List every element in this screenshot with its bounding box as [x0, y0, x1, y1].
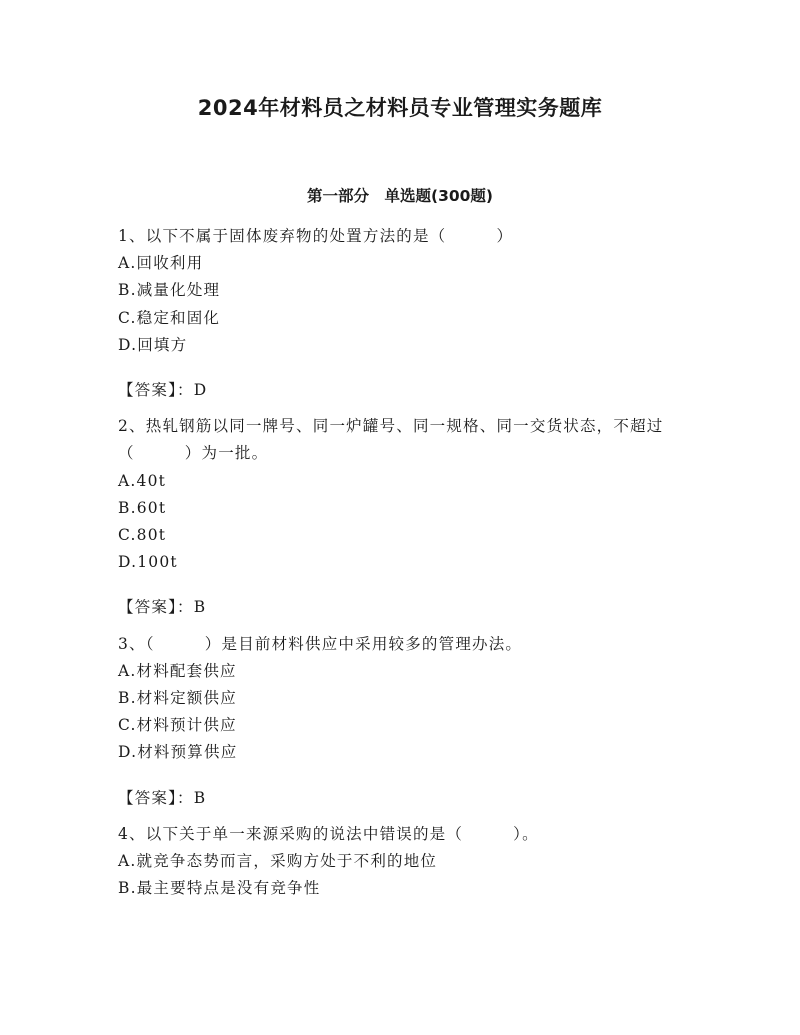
- document-title: 2024年材料员之材料员专业管理实务题库: [197, 96, 603, 120]
- question-3: [118, 631, 688, 821]
- answer: 【答案】：D: [118, 381, 208, 400]
- answer: 【答案】：B: [118, 788, 207, 807]
- option-a: A.40t: [118, 471, 167, 490]
- option-d: D.材料预算供应: [118, 743, 238, 762]
- option-c: C.稳定和固化: [118, 308, 221, 327]
- option-d: D.100t: [118, 553, 178, 572]
- question-list: [118, 223, 688, 902]
- question-text: 4、以下关于单一来源采购的说法中错误的是（ ）。: [118, 824, 539, 843]
- answer: 【答案】：B: [118, 598, 207, 617]
- question-text: 3、（ ）是目前材料供应中采用较多的管理办法。: [118, 634, 523, 653]
- option-d: D.回填方: [118, 335, 188, 354]
- option-a: A.回收利用: [118, 254, 204, 273]
- option-b: B.60t: [118, 498, 167, 517]
- option-c: C.80t: [118, 526, 167, 545]
- option-b: B.最主要特点是没有竞争性: [118, 879, 321, 898]
- question-4: [118, 821, 688, 903]
- question-1: [118, 223, 688, 413]
- option-a: A.就竞争态势而言，采购方处于不利的地位: [118, 852, 438, 871]
- question-2: [118, 413, 688, 630]
- option-b: B.减量化处理: [118, 281, 221, 300]
- option-b: B.材料定额供应: [118, 689, 237, 708]
- section-title: 第一部分 单选题(300题): [306, 187, 494, 205]
- question-text: 2、热轧钢筋以同一牌号、同一炉罐号、同一规格、同一交货状态，不超过（ ）为一批。: [118, 417, 664, 463]
- option-c: C.材料预计供应: [118, 716, 237, 735]
- option-a: A.材料配套供应: [118, 661, 237, 680]
- question-text: 1、以下不属于固体废弃物的处置方法的是（ ）: [118, 227, 514, 245]
